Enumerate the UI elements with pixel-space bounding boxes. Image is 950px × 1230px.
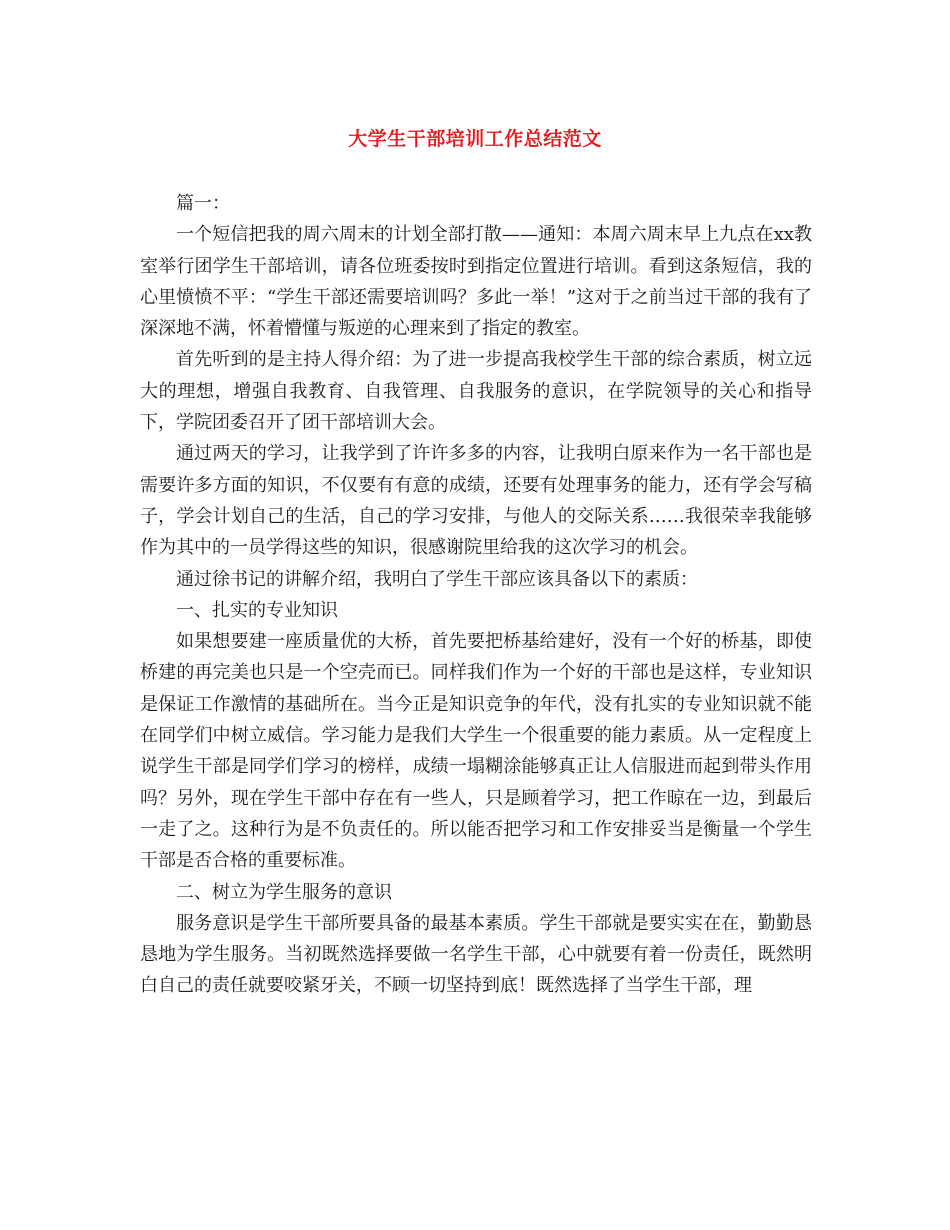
document-title: 大学生干部培训工作总结范文 (348, 128, 602, 150)
section-heading-service-awareness: 二、树立为学生服务的意识 (176, 881, 392, 903)
document-body (140, 188, 812, 1002)
paragraph-professional-knowledge: 如果想要建一座质量优的大桥，首先要把桥基给建好，没有一个好的桥基，即使桥建的再完美也只是一个空壳而已。同样我们作为一个好的干部也是这样，专业知识是保证工作激情的基础所在。当今正是知识竞争的年代，没有扎实的专业知识就不能在同学们中树立威信。学习能力是我们大学生一个很重要的能力素质。从一定程度上说学生干部是同学们学习的榜样，成绩一塌糊涂能够真正让人信服进而起到带头作用吗？另外，现在学生干部中存在有一些人，只是顾着学习，把工作晾在一边，到最后一走了之。这种行为是不负责任的。所以能否把学习和工作安排妥当是衡量一个学生干部是否合格的重要标准。 (140, 631, 812, 872)
paragraph-service-awareness: 服务意识是学生干部所要具备的最基本素质。学生干部就是要实实在在，勤勤恳恳地为学生服务。当初既然选择要做一名学生干部，心中就要有着一份责任，既然明白自己的责任就要咬紧牙关，不顾一切坚持到底！既然选择了当学生干部，理 (140, 912, 812, 997)
paragraph-two-days-study: 通过两天的学习，让我学到了许许多多的内容，让我明白原来作为一名干部也是需要许多方面的知识，不仅要有有意的成绩，还要有处理事务的能力，还有学会写稿子，学会计划自己的生活，自己的学习安排，与他人的交际关系……我很荣幸我能够作为其中的一员学得这些的知识，很感谢院里给我的这次学习的机会。 (140, 443, 812, 559)
paragraph-heading-part-one: 篇一： (176, 193, 230, 214)
section-heading-professional-knowledge: 一、扎实的专业知识 (176, 599, 338, 621)
paragraph-sms-notice: 一个短信把我的周六周末的计划全部打散——通知：本周六周末早上九点在xx教室举行团学生干部培训，请各位班委按时到指定位置进行培训。看到这条短信，我的心里愤愤不平：“学生干部还需要培训吗？多此一举！”这对于之前当过干部的我有了深深地不满，怀着懵懂与叛逆的心理来到了指定的教室。 (140, 224, 812, 340)
paragraph-host-intro: 首先听到的是主持人得介绍：为了进一步提高我校学生干部的综合素质，树立远大的理想，增强自我教育、自我管理、自我服务的意识，在学院领导的关心和指导下，学院团委召开了团干部培训大会。 (140, 349, 812, 434)
paragraph-qualities-intro: 通过徐书记的讲解介绍，我明白了学生干部应该具备以下的素质： (176, 568, 698, 590)
